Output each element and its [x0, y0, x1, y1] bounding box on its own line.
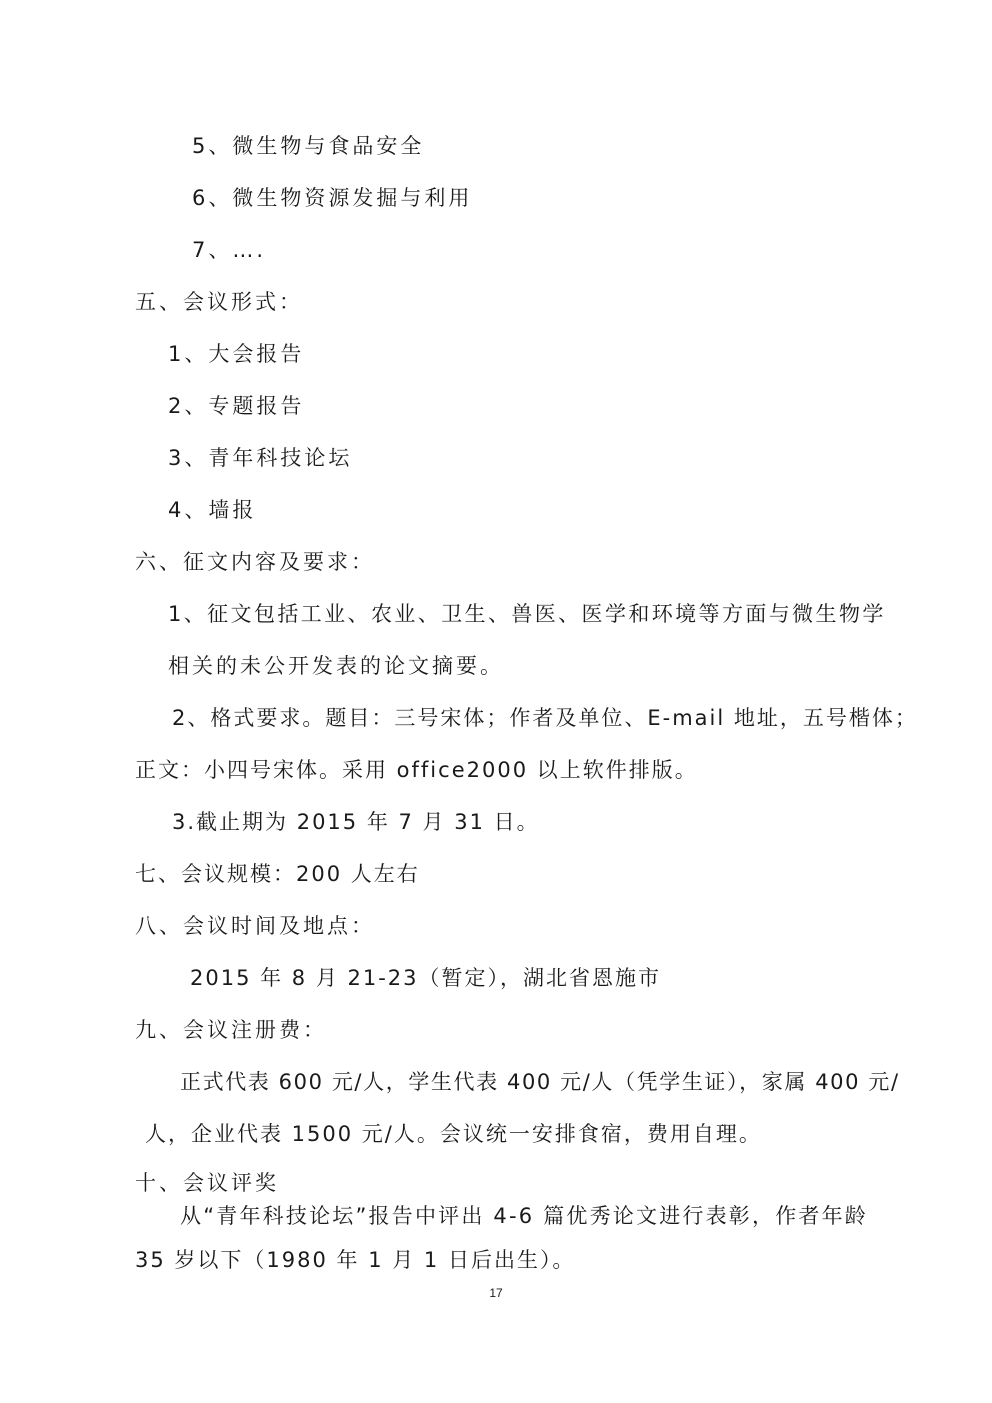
registration-fee-line1: 正式代表 600 元/人，学生代表 400 元/人（凭学生证），家属 400 元/ [180, 1070, 900, 1094]
award-line2: 35 岁以下（1980 年 1 月 1 日后出生）。 [135, 1248, 576, 1272]
registration-fee-line2: 人，企业代表 1500 元/人。会议统一安排食宿，费用自理。 [145, 1122, 762, 1146]
paper-requirement-2-line2: 正文：小四号宋体。采用 office2000 以上软件排版。 [135, 758, 698, 782]
section-10-heading: 十、会议评奖 [135, 1171, 279, 1195]
format-item-1: 1、大会报告 [168, 342, 305, 366]
topic-item-7: 7、…. [192, 238, 267, 262]
paper-requirement-1-line1: 1、征文包括工业、农业、卫生、兽医、医学和环境等方面与微生物学 [168, 602, 886, 626]
section-9-heading: 九、会议注册费： [135, 1018, 327, 1042]
format-item-2: 2、专题报告 [168, 394, 305, 418]
section-6-heading: 六、征文内容及要求： [135, 550, 375, 574]
format-item-4: 4、墙报 [168, 498, 257, 522]
section-8-heading: 八、会议时间及地点： [135, 914, 375, 938]
meeting-time-location: 2015 年 8 月 21-23（暂定），湖北省恩施市 [190, 966, 662, 990]
section-7-heading: 七、会议规模：200 人左右 [135, 862, 420, 886]
format-item-3: 3、青年科技论坛 [168, 446, 353, 470]
award-line1: 从“青年科技论坛”报告中评出 4-6 篇优秀论文进行表彰，作者年龄 [180, 1204, 869, 1228]
section-5-heading: 五、会议形式： [135, 290, 303, 314]
topic-item-5: 5、微生物与食品安全 [192, 134, 425, 158]
page-number: 17 [489, 1286, 503, 1300]
paper-deadline: 3.截止期为 2015 年 7 月 31 日。 [172, 810, 540, 834]
paper-requirement-2-line1: 2、格式要求。题目：三号宋体；作者及单位、E-mail 地址，五号楷体； [172, 706, 918, 730]
paper-requirement-1-line2: 相关的未公开发表的论文摘要。 [168, 654, 504, 678]
topic-item-6: 6、微生物资源发掘与利用 [192, 186, 473, 210]
